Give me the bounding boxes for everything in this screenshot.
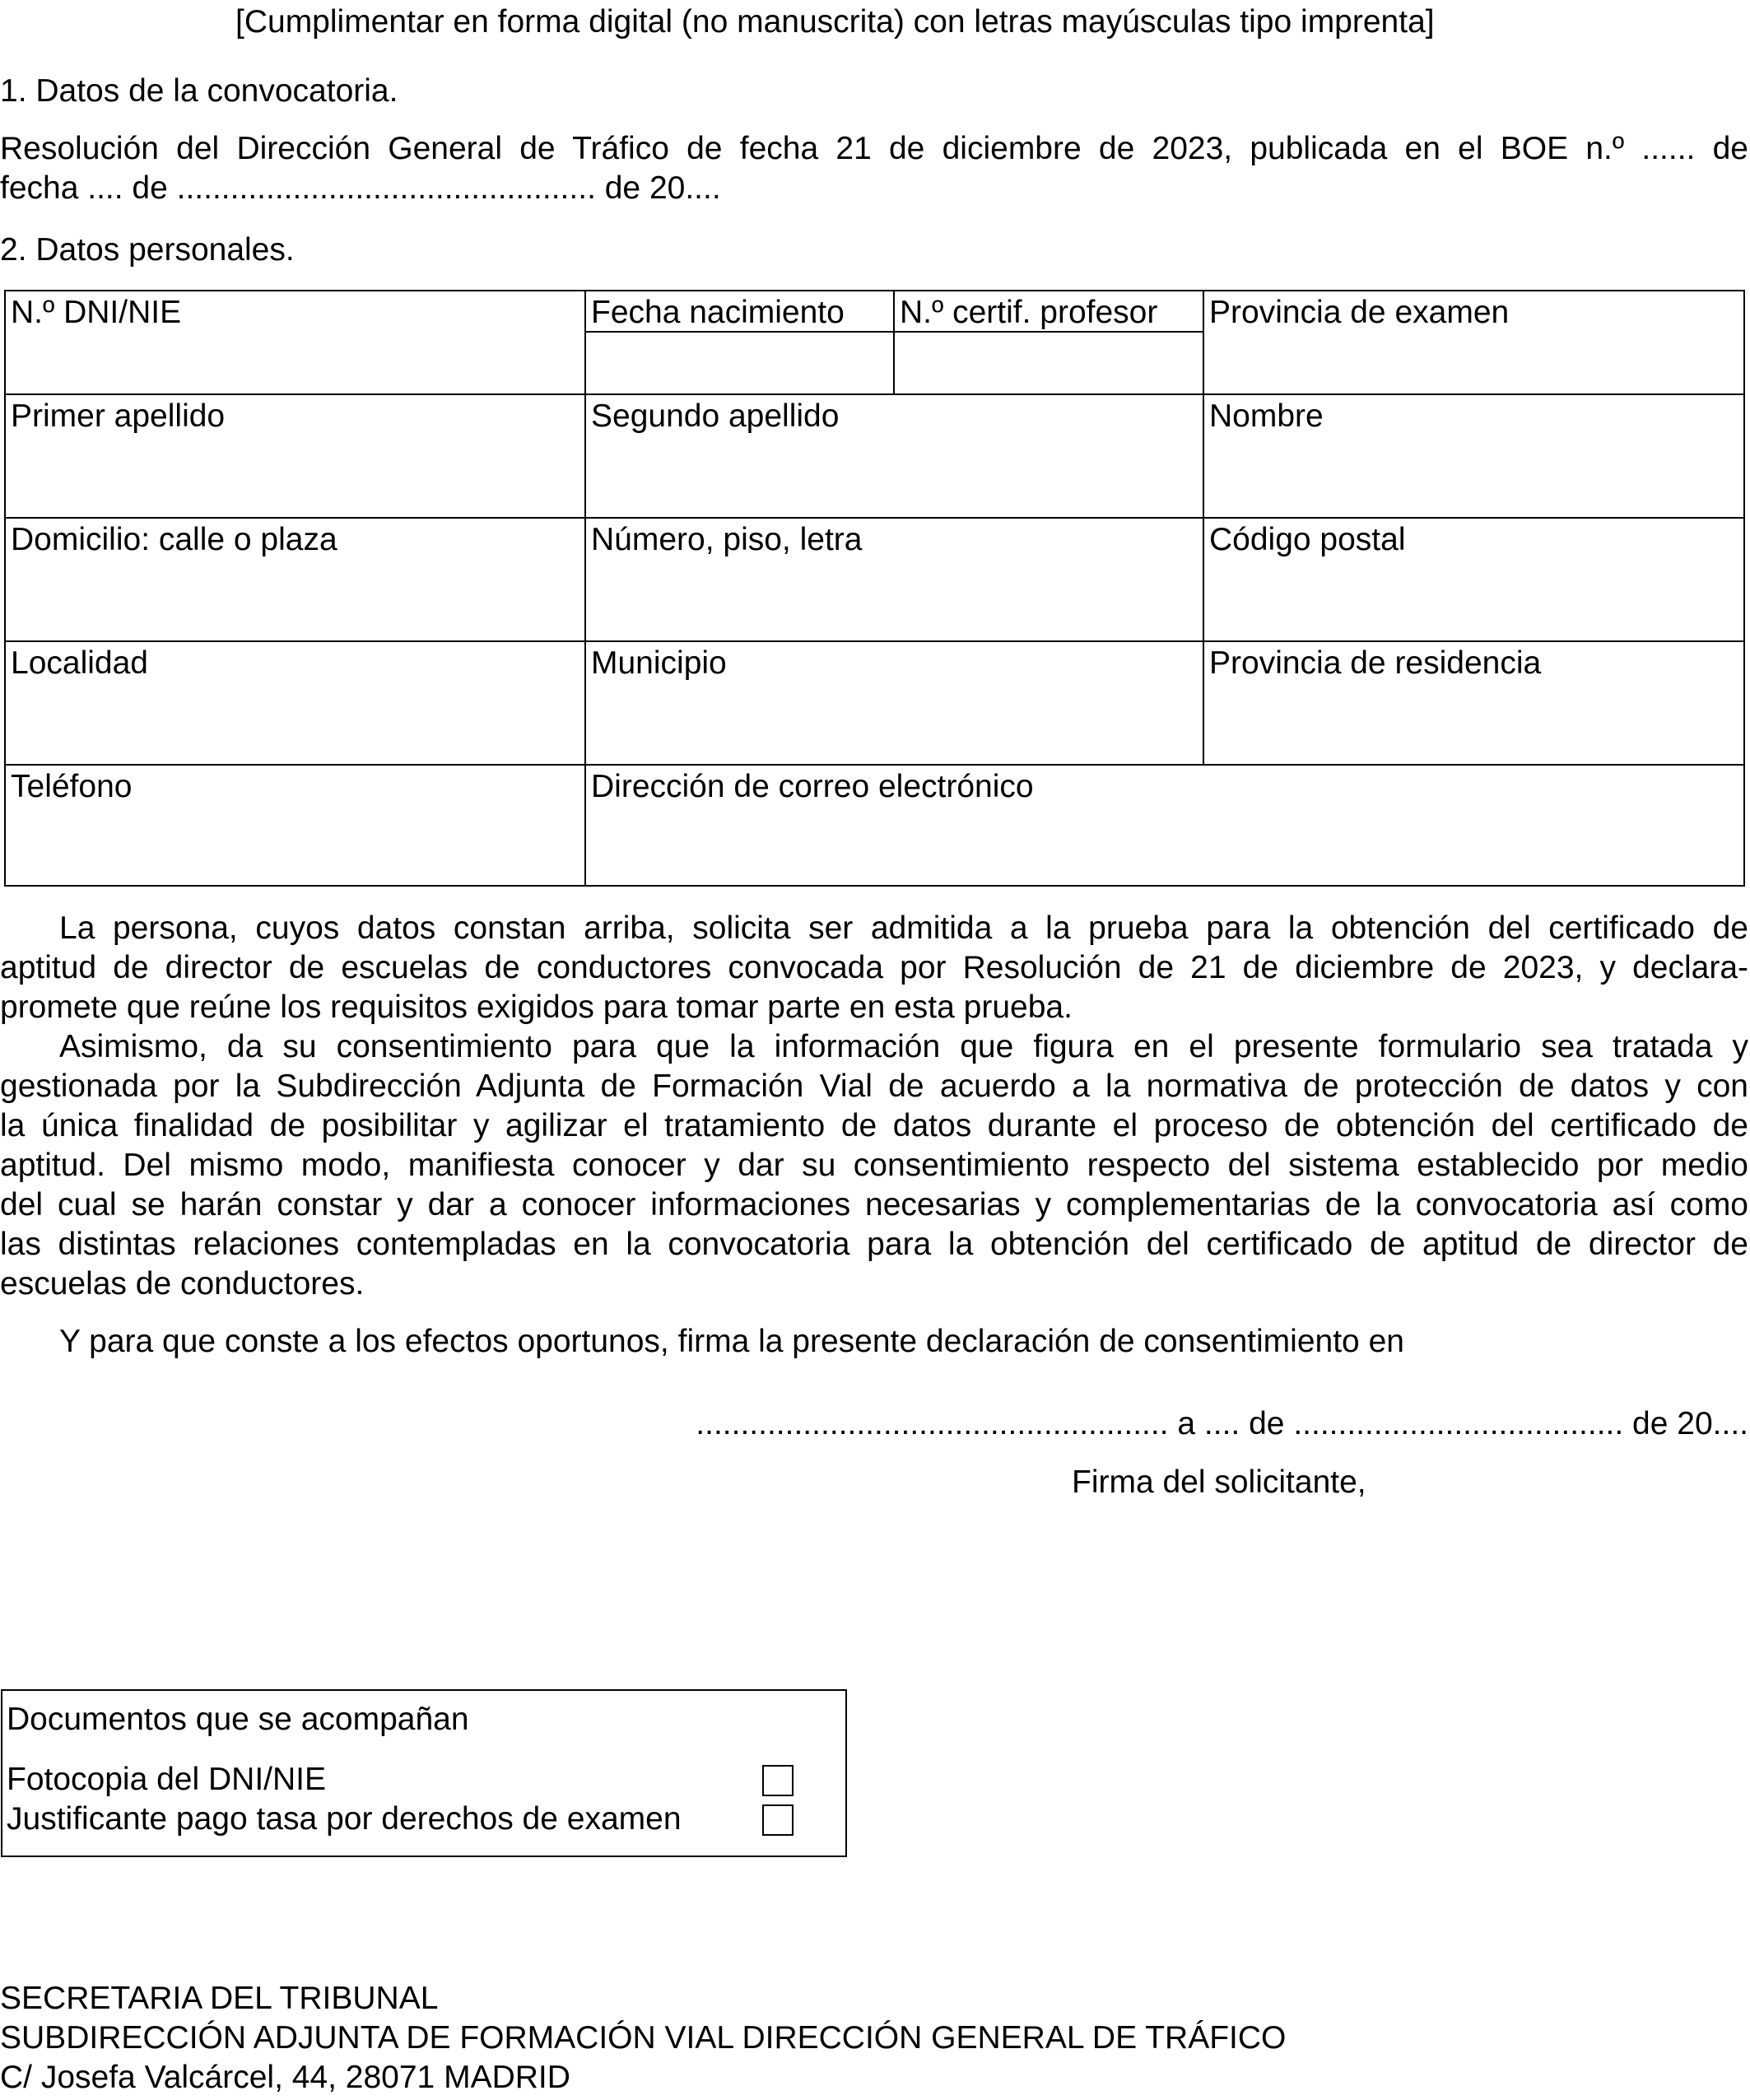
document-item-dni: Fotocopia del DNI/NIE xyxy=(7,1762,327,1797)
birth-date-label-cell xyxy=(586,291,893,331)
postal-code-field[interactable] xyxy=(1204,519,1743,640)
municipality-label: Municipio xyxy=(591,645,727,681)
request-line-3: promete que reúne los requisitos exigidos para tomar parte en esta prueba. xyxy=(0,989,1073,1025)
email-field[interactable] xyxy=(586,766,1743,885)
section-1-title: 1. Datos de la convocatoria. xyxy=(0,73,398,109)
resolution-text xyxy=(0,129,1748,208)
teacher-cert-input[interactable] xyxy=(895,333,1203,393)
birth-date-input[interactable] xyxy=(586,333,893,393)
teacher-cert-label-cell xyxy=(895,291,1203,331)
residence-province-field[interactable] xyxy=(1204,642,1743,764)
consent-paragraph xyxy=(0,1027,1748,1304)
resolution-line-1: Resolución del Dirección General de Tráfico de fecha 21 de diciembre de 2023, publicada en el BOE n.º ...... de xyxy=(0,131,1748,166)
resolution-line-2: fecha .... de ............................................... de 20.... xyxy=(0,170,721,206)
name-field[interactable] xyxy=(1204,395,1743,517)
number-floor-field[interactable] xyxy=(586,519,1203,640)
consent-line-1: Asimismo, da su consentimiento para que la información que figura en el presente formulario sea tratada y xyxy=(59,1029,1748,1064)
footer-secretary: SECRETARIA DEL TRIBUNAL xyxy=(0,1981,439,2016)
consent-line-3: la única finalidad de posibilitar y agilizar el tratamiento de datos durante el proceso de obtención del certificado de xyxy=(0,1108,1748,1143)
exam-province-field[interactable] xyxy=(1204,291,1743,393)
email-label: Dirección de correo electrónico xyxy=(591,769,1034,804)
request-line-2: aptitud de director de escuelas de conductores convocada por Resolución de 21 de diciembre de 2023, y declara- xyxy=(0,950,1748,985)
footer-address: C/ Josefa Valcárcel, 44, 28071 MADRID xyxy=(0,2060,570,2095)
first-surname-field[interactable] xyxy=(6,395,584,517)
phone-field[interactable] xyxy=(6,766,584,885)
fee-receipt-checkbox[interactable] xyxy=(762,1804,794,1836)
address-label: Domicilio: calle o plaza xyxy=(11,522,337,557)
consent-statement: Y para que conste a los efectos oportunos, firma la presente declaración de consentimiento en xyxy=(59,1324,1404,1359)
documents-title: Documentos que se acompañan xyxy=(7,1702,469,1737)
footer-department: SUBDIRECCIÓN ADJUNTA DE FORMACIÓN VIAL DIRECCIÓN GENERAL DE TRÁFICO xyxy=(0,2020,1287,2056)
phone-label: Teléfono xyxy=(11,769,133,804)
second-surname-field[interactable] xyxy=(586,395,1203,517)
dni-label: N.º DNI/NIE xyxy=(11,295,182,330)
locality-field[interactable] xyxy=(6,642,584,764)
first-surname-label: Primer apellido xyxy=(11,398,226,434)
exam-province-label: Provincia de examen xyxy=(1209,295,1510,330)
number-floor-label: Número, piso, letra xyxy=(591,522,863,557)
consent-line-6: las distintas relaciones contempladas en la convocatoria para la obtención del certificado de aptitud de director de xyxy=(0,1227,1748,1262)
section-2-title: 2. Datos personales. xyxy=(0,232,295,268)
address-field[interactable] xyxy=(6,519,584,640)
consent-line-5: del cual se harán constar y dar a conocer informaciones necesarias y complementarias de la convocatoria así como xyxy=(0,1187,1748,1222)
personal-data-table xyxy=(4,290,1745,887)
request-line-1: La persona, cuyos datos constan arriba, solicita ser admitida a la prueba para la obtención del certificado de xyxy=(59,910,1748,946)
second-surname-label: Segundo apellido xyxy=(591,398,840,434)
dni-field[interactable] xyxy=(6,291,584,393)
document-item-fee: Justificante pago tasa por derechos de examen xyxy=(7,1801,682,1837)
locality-label: Localidad xyxy=(11,645,148,681)
postal-code-label: Código postal xyxy=(1209,522,1406,557)
residence-province-label: Provincia de residencia xyxy=(1209,645,1542,681)
name-label: Nombre xyxy=(1209,398,1324,434)
signature-label: Firma del solicitante, xyxy=(1072,1464,1366,1500)
birth-date-label: Fecha nacimiento xyxy=(591,295,845,330)
request-paragraph xyxy=(0,909,1748,1027)
form-instruction: [Cumplimentar en forma digital (no manuscrita) con letras mayúsculas tipo imprenta] xyxy=(235,4,1435,40)
municipality-field[interactable] xyxy=(586,642,1203,764)
consent-line-2: gestionada por la Subdirección Adjunta de Formación Vial de acuerdo a la normativa de protección de datos y con xyxy=(0,1069,1748,1104)
date-place-line[interactable]: ..................................................... a .... de ..................................... de 20.... xyxy=(696,1406,1748,1441)
consent-line-4: aptitud. Del mismo modo, manifiesta conocer y dar su consentimiento respecto del sistema establecido por medio xyxy=(0,1148,1748,1183)
consent-line-7: escuelas de conductores. xyxy=(0,1266,365,1301)
teacher-cert-label: N.º certif. profesor xyxy=(900,295,1158,330)
dni-copy-checkbox[interactable] xyxy=(762,1765,794,1796)
